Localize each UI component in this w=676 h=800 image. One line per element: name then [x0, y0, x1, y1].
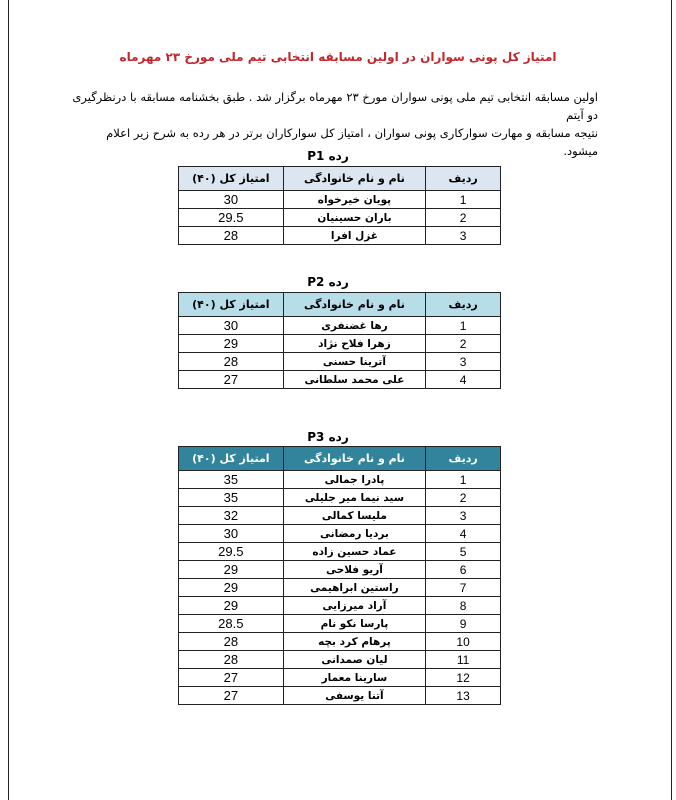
cell-rank: 4 — [426, 525, 501, 543]
cell-name: غزل افرا — [283, 227, 426, 245]
cell-name: علی محمد سلطانی — [283, 371, 426, 389]
table-header-row — [179, 447, 501, 471]
cell-rank: 4 — [426, 371, 501, 389]
cell-rank: 3 — [426, 353, 501, 371]
table-row — [179, 209, 501, 227]
header-rank: ردیف — [426, 167, 501, 191]
table-row — [179, 579, 501, 597]
cell-name: پویان خیرخواه — [283, 191, 426, 209]
cell-rank: 10 — [426, 633, 501, 651]
header-name: نام و نام خانوادگی — [283, 167, 426, 191]
table-row — [179, 353, 501, 371]
table-row — [179, 543, 501, 561]
cell-rank: 7 — [426, 579, 501, 597]
cell-name: آترینا حسنی — [283, 353, 426, 371]
cell-name: زهرا فلاح نژاد — [283, 335, 426, 353]
cell-score: 27 — [179, 669, 284, 687]
cell-rank: 6 — [426, 561, 501, 579]
cell-rank: 8 — [426, 597, 501, 615]
table-row — [179, 597, 501, 615]
score-table-p1 — [178, 166, 501, 245]
cell-name: لیان صمدانی — [283, 651, 426, 669]
cell-score: 29 — [179, 335, 284, 353]
cell-score: 30 — [179, 525, 284, 543]
table-caption-p1: رده P1 — [307, 149, 349, 163]
cell-score: 30 — [179, 317, 284, 335]
score-table-p3 — [178, 446, 501, 705]
cell-name: راستین ابراهیمی — [283, 579, 426, 597]
intro-line-1: اولین مسابقه انتخابی تیم ملی پونی سواران مورخ ۲۳ مهرماه برگزار شد . طبق بخشنامه مسابقه با درنظرگیری دو آیتم — [72, 90, 598, 122]
cell-score: 28 — [179, 651, 284, 669]
table-row — [179, 687, 501, 705]
intro-line-2: نتیجه مسابقه و مهارت سوارکاری پونی سواران ، امتیاز کل سوارکاران برتر در هر رده به شرح زیر اعلام میشود. — [106, 126, 598, 158]
header-rank: ردیف — [426, 293, 501, 317]
header-rank: ردیف — [426, 447, 501, 471]
cell-rank: 12 — [426, 669, 501, 687]
cell-rank: 11 — [426, 651, 501, 669]
table-row — [179, 561, 501, 579]
cell-rank: 1 — [426, 471, 501, 489]
table-header-row — [179, 167, 501, 191]
table-row — [179, 633, 501, 651]
table-row — [179, 615, 501, 633]
cell-name: سید نیما میر جلیلی — [283, 489, 426, 507]
cell-name: بردیا رمضانی — [283, 525, 426, 543]
cell-rank: 1 — [426, 191, 501, 209]
cell-score: 28 — [179, 353, 284, 371]
cell-rank: 13 — [426, 687, 501, 705]
cell-rank: 9 — [426, 615, 501, 633]
header-name: نام و نام خانوادگی — [283, 447, 426, 471]
table-row — [179, 317, 501, 335]
cell-name: آریو فلاحی — [283, 561, 426, 579]
cell-name: عماد حسین زاده — [283, 543, 426, 561]
cell-name: ملیسا کمالی — [283, 507, 426, 525]
table-row — [179, 651, 501, 669]
table-row — [179, 507, 501, 525]
cell-name: پادرا جمالی — [283, 471, 426, 489]
header-score: امتیاز کل (۴۰) — [179, 293, 284, 317]
cell-score: 35 — [179, 489, 284, 507]
table-caption-p3: رده P3 — [307, 430, 349, 444]
cell-score: 29 — [179, 561, 284, 579]
cell-score: 32 — [179, 507, 284, 525]
cell-rank: 2 — [426, 489, 501, 507]
cell-score: 29.5 — [179, 543, 284, 561]
cell-score: 27 — [179, 371, 284, 389]
cell-name: پرهام کرد بچه — [283, 633, 426, 651]
table-row — [179, 191, 501, 209]
header-score: امتیاز کل (۴۰) — [179, 447, 284, 471]
table-row — [179, 227, 501, 245]
cell-rank: 3 — [426, 227, 501, 245]
cell-rank: 2 — [426, 209, 501, 227]
cell-score: 35 — [179, 471, 284, 489]
cell-score: 28 — [179, 227, 284, 245]
table-row — [179, 471, 501, 489]
table-header-row — [179, 293, 501, 317]
cell-rank: 3 — [426, 507, 501, 525]
cell-rank: 2 — [426, 335, 501, 353]
cell-name: رها غضنفری — [283, 317, 426, 335]
table-row — [179, 335, 501, 353]
table-row — [179, 489, 501, 507]
table-row — [179, 371, 501, 389]
cell-score: 30 — [179, 191, 284, 209]
table-row — [179, 525, 501, 543]
document-title: امتیاز کل پونی سواران در اولین مسابقه انتخابی تیم ملی مورخ ۲۳ مهرماه — [119, 50, 557, 64]
cell-score: 28.5 — [179, 615, 284, 633]
cell-rank: 5 — [426, 543, 501, 561]
cell-name: آتنا یوسفی — [283, 687, 426, 705]
cell-score: 29 — [179, 579, 284, 597]
cell-name: پارسا نکو نام — [283, 615, 426, 633]
cell-name: سارینا معمار — [283, 669, 426, 687]
cell-name: آراد میرزایی — [283, 597, 426, 615]
score-table-p2 — [178, 292, 501, 389]
cell-score: 29 — [179, 597, 284, 615]
cell-score: 28 — [179, 633, 284, 651]
cell-rank: 1 — [426, 317, 501, 335]
cell-name: باران حسینیان — [283, 209, 426, 227]
cell-score: 27 — [179, 687, 284, 705]
table-row — [179, 669, 501, 687]
cell-score: 29.5 — [179, 209, 284, 227]
header-name: نام و نام خانوادگی — [283, 293, 426, 317]
header-score: امتیاز کل (۴۰) — [179, 167, 284, 191]
table-caption-p2: رده P2 — [307, 275, 349, 289]
